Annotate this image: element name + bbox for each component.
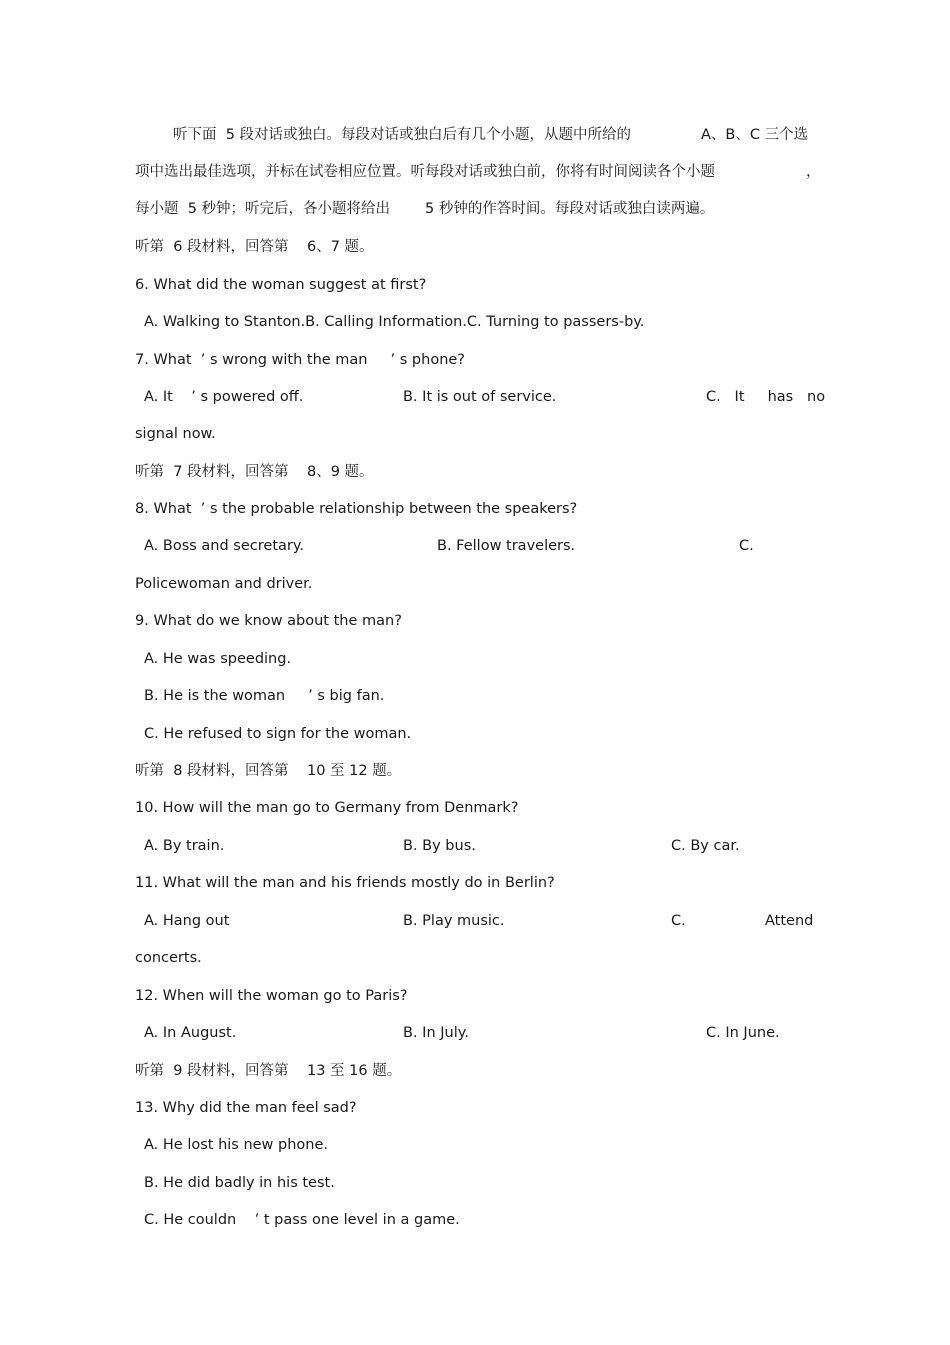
question-8-option-a: A. Boss and secretary. [144, 538, 304, 554]
question-13-option-a: A. He lost his new phone. [144, 1137, 329, 1153]
question-11-option-b: B. Play music. [403, 913, 505, 929]
question-9: 9. What do we know about the man? [135, 613, 402, 629]
question-12-option-a: A. In August. [144, 1025, 237, 1041]
question-11-option-a: A. Hang out [144, 913, 230, 929]
question-7-option-c: C. It has no [706, 389, 826, 405]
question-10: 10. How will the man go to Germany from Denmark? [135, 800, 519, 816]
question-6-options: A. Walking to Stanton.B. Calling Information.C. Turning to passers-by. [144, 314, 645, 330]
question-8-option-b: B. Fellow travelers. [437, 538, 576, 554]
question-8: 8. What ’ s the probable relationship between the speakers? [135, 501, 578, 517]
question-9-option-b: B. He is the woman ’ s big fan. [144, 688, 385, 704]
instruction-line-2: 项中选出最佳选项，并标在试卷相应位置。听每段对话或独白前，你将有时间阅读各个小题 [135, 164, 715, 180]
question-12-option-c: C. In June. [706, 1025, 780, 1041]
instruction-line-3: 每小题 5 秒钟；听完后，各小题将给出 [135, 201, 391, 217]
question-6: 6. What did the woman suggest at first? [135, 277, 427, 293]
section-heading-9: 听第 9 段材料，回答第 13 至 16 题。 [135, 1063, 402, 1079]
question-9-option-c: C. He refused to sign for the woman. [144, 726, 412, 742]
question-10-option-b: B. By bus. [403, 838, 476, 854]
question-12-option-b: B. In July. [403, 1025, 469, 1041]
section-heading-6: 听第 6 段材料，回答第 6、7 题。 [135, 239, 374, 255]
question-7-option-b: B. It is out of service. [403, 389, 557, 405]
question-9-option-a: A. He was speeding. [144, 651, 292, 667]
question-11: 11. What will the man and his friends mostly do in Berlin? [135, 875, 555, 891]
question-11-option-c-text: Attend [765, 913, 814, 929]
question-7: 7. What ’ s wrong with the man ’ s phone? [135, 352, 465, 368]
question-11-option-c-cont: concerts. [135, 950, 202, 966]
question-7-option-c-cont: signal now. [135, 426, 216, 442]
section-heading-7: 听第 7 段材料，回答第 8、9 题。 [135, 464, 374, 480]
question-8-option-c: C. [739, 538, 754, 554]
question-8-option-c-cont: Policewoman and driver. [135, 576, 313, 592]
question-11-option-c: C. [671, 913, 686, 929]
instruction-line-1-end: A、B、C 三个选 [701, 127, 809, 143]
question-13: 13. Why did the man feel sad? [135, 1100, 357, 1116]
question-13-option-b: B. He did badly in his test. [144, 1175, 335, 1191]
question-13-option-c: C. He couldn ’ t pass one level in a game. [144, 1212, 460, 1228]
question-10-option-a: A. By train. [144, 838, 225, 854]
instruction-line-3-end: 5 秒钟的作答时间。每段对话或独白读两遍。 [425, 201, 715, 217]
question-7-option-a: A. It ’ s powered off. [144, 389, 304, 405]
instruction-line-2-end: ， [806, 164, 821, 180]
question-12: 12. When will the woman go to Paris? [135, 988, 408, 1004]
question-10-option-c: C. By car. [671, 838, 740, 854]
section-heading-8: 听第 8 段材料，回答第 10 至 12 题。 [135, 763, 402, 779]
instruction-line-1: 听下面 5 段对话或独白。每段对话或独白后有几个小题，从题中所给的 [173, 127, 632, 143]
